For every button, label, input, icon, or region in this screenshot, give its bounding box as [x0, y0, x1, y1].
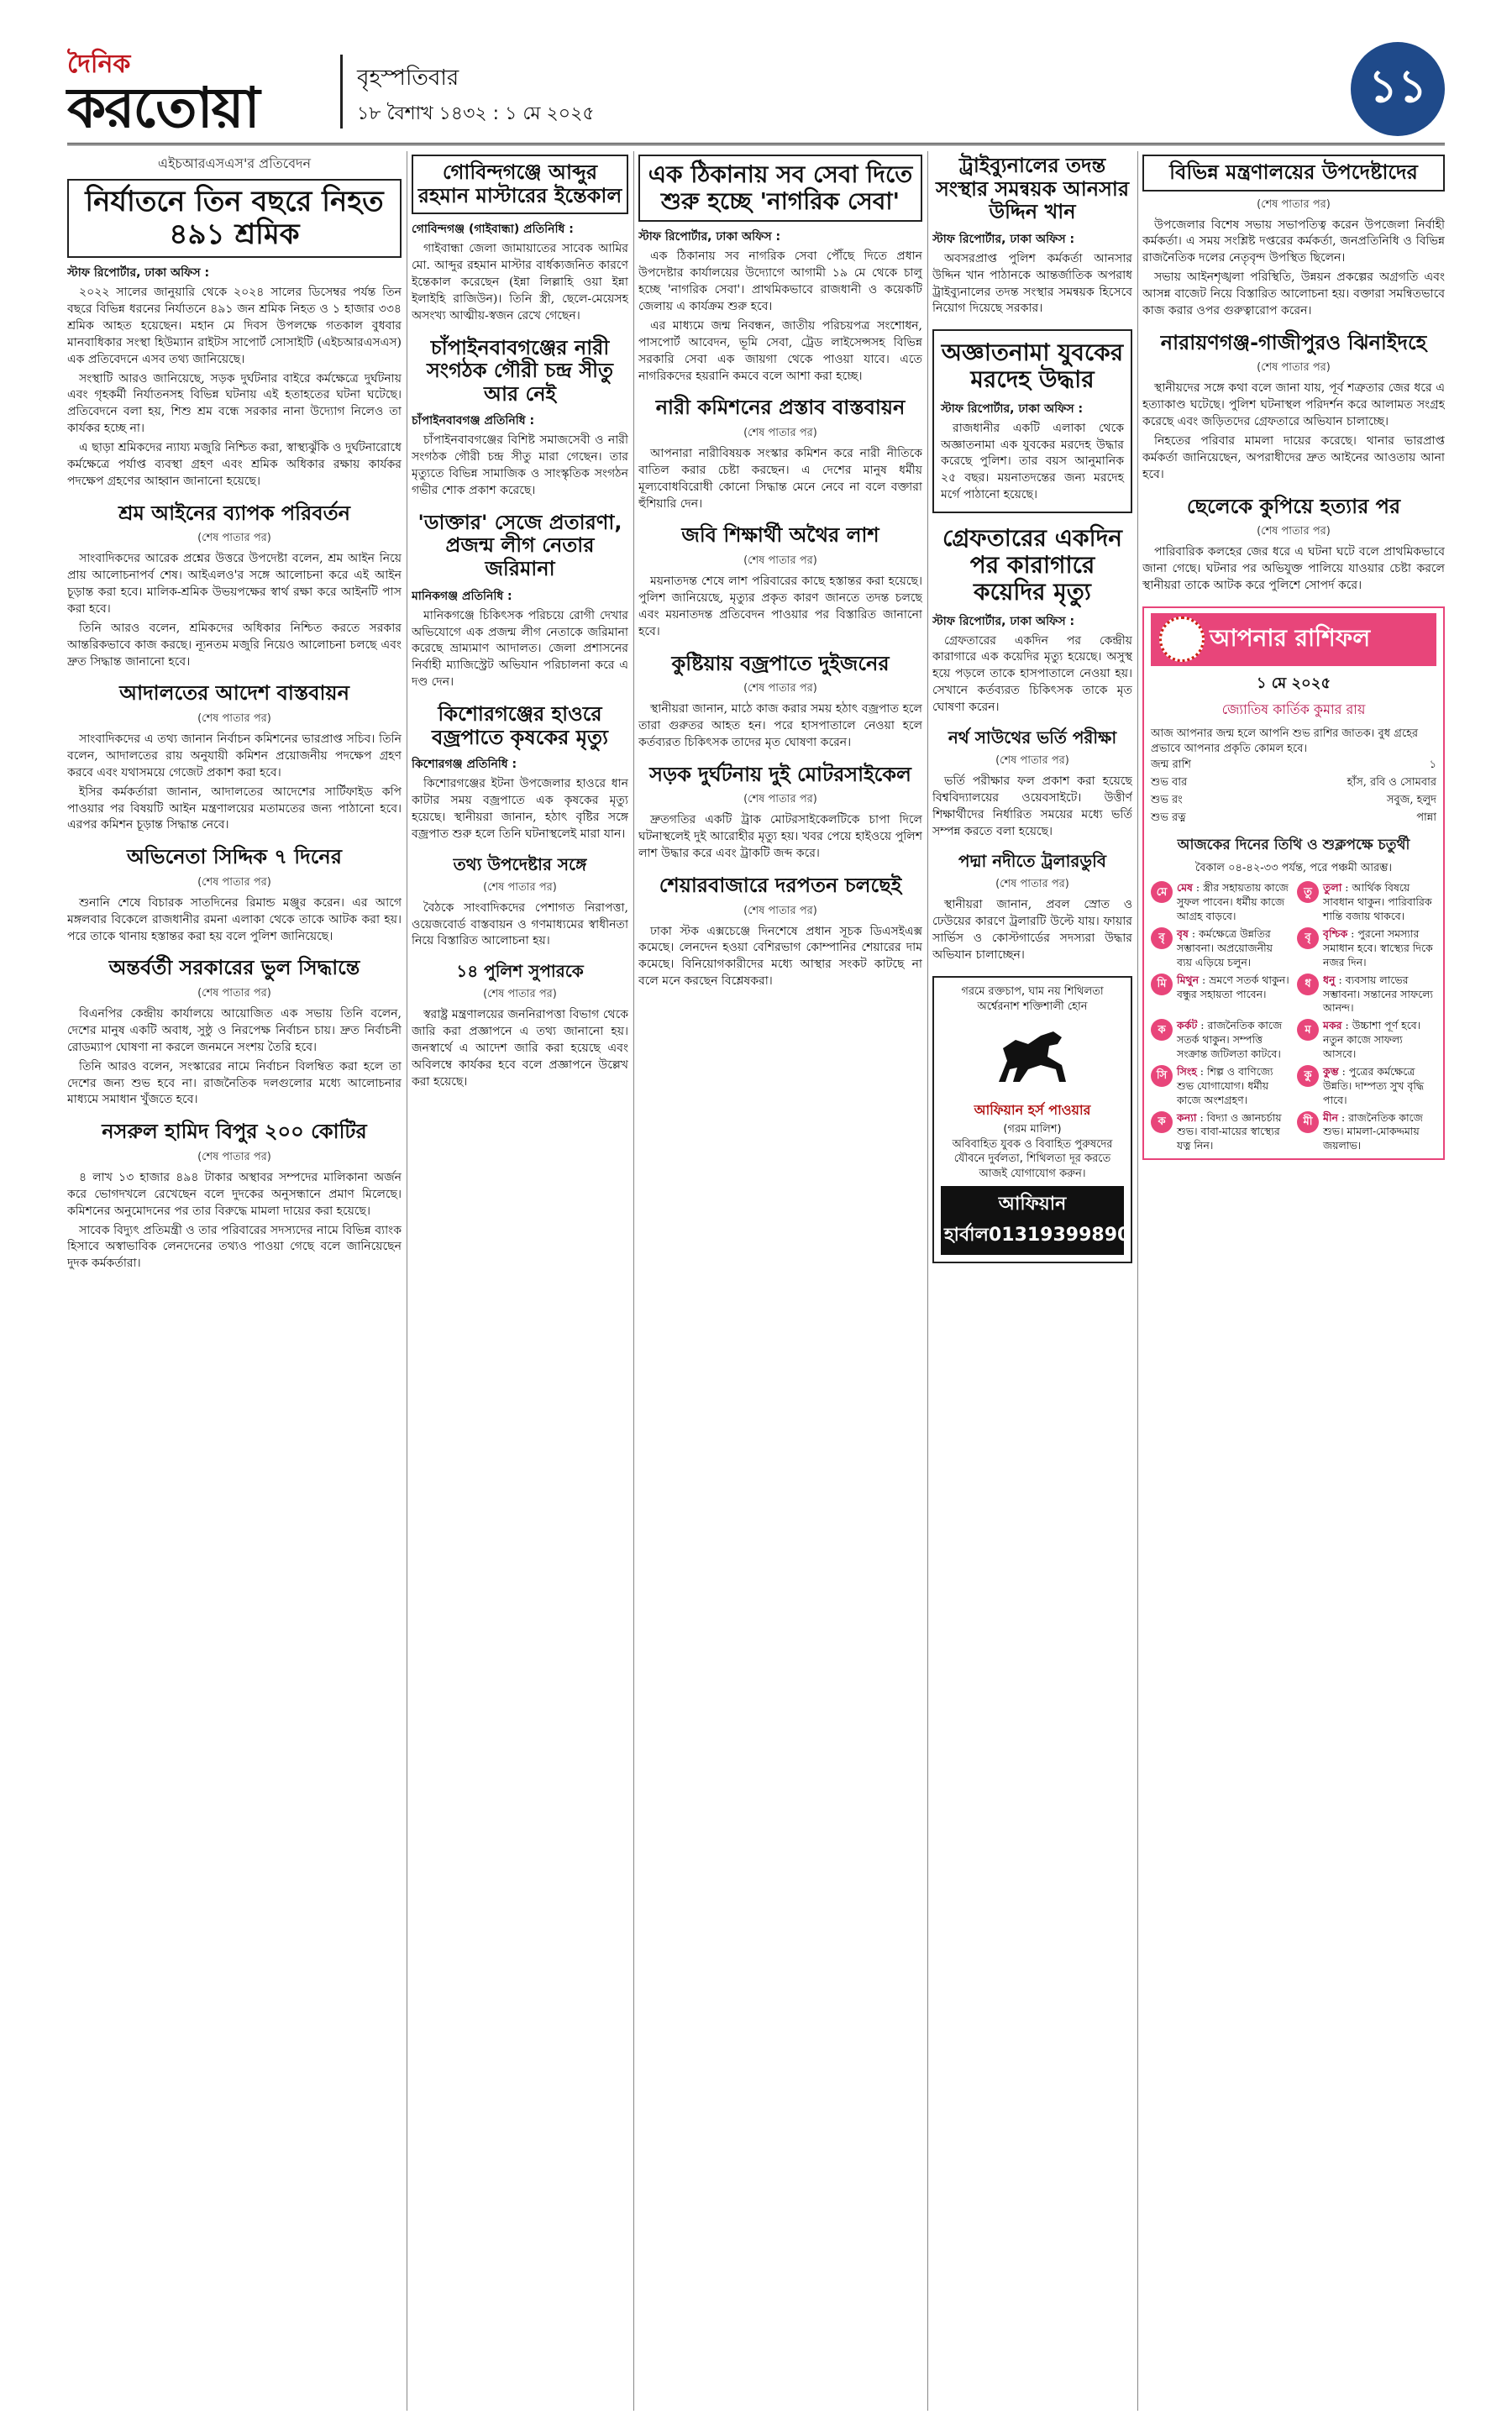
paragraph: স্থানীয়দের সঙ্গে কথা বলে জানা যায়, পূর্ব শত্রুতার জের ধরে এ হত্যাকাণ্ড ঘটেছে। পুলিশ ঘটনাস্থল পরিদর্শন করে আলামত সংগ্রহ করেছে এবং জড়িতদের গ্রেফতারে অভিযান চালাচ্ছে।	[1142, 381, 1445, 429]
tithi-row	[1151, 792, 1436, 810]
article-headline: এক ঠিকানায় সব সেবা দিতে শুরু হচ্ছে 'নাগরিক সেবা'	[638, 155, 922, 222]
paragraph: গাইবান্ধা জেলা জামায়াতের সাবেক আমির মো. আব্দুর রহমান মাস্টার বার্ধক্যজনিত কারণে ইন্তেকাল করেছেন (ইন্না লিল্লাহি ওয়া ইন্না ইলাইহি রাজিউন)। তিনি স্ত্রী, ছেলে-মেয়েসহ অসংখ্য আত্মীয়-স্বজন রেখে গেছেন।	[412, 242, 628, 323]
masthead	[67, 42, 1445, 145]
article-north-south	[932, 728, 1132, 841]
paragraph: সাংবাদিকদের আরেক প্রশ্নের উত্তরে উপদেষ্টা বলেন, শ্রম আইন নিয়ে প্রায় আলোচনাপর্ব শেষ। আইএলও'র সঙ্গে আলোচনা করে এই আইন চূড়ান্ত করা হবে। মালিক-শ্রমিক উভয়পক্ষের স্বার্থ রক্ষা করে আইনটি পাস করা হবে।	[67, 552, 402, 616]
tithi-time: বৈকাল ০৪-৪২-৩৩ পর্যন্ত, পরে পঞ্চমী আরম্ভ।	[1194, 862, 1393, 875]
horse-icon	[982, 1019, 1083, 1094]
paragraph: বিএনপির কেন্দ্রীয় কার্যালয়ে আয়োজিত এক সভায় তিনি বলেন, দেশের মানুষ একটি অবাধ, সুষ্ঠু ও নিরপেক্ষ নির্বাচন চায়। দ্রুত নির্বাচনী রোডম্যাপ ঘোষণা না করলে জনমনে সংশয় তৈরি হবে।	[67, 1007, 402, 1054]
article-body	[1142, 544, 1445, 595]
zodiac-sign-grid	[1151, 881, 1436, 1153]
paragraph: ২০২২ সালের জানুয়ারি থেকে ২০২৪ সালের ডিসেম্বর পর্যন্ত তিন বছরে বিভিন্ন ধরনের নির্যাতনে ৪৯১ জন শ্রমিক নিহত ও ১ হাজার ৩৩৪ শ্রমিক আহত হয়েছেন। মহান মে দিবস উপলক্ষে গতকাল বুধবার মানবাধিকার সংস্থা হিউম্যান রাইটস সাপোর্ট সোসাইটি (এইচআরএসএস) এক প্রতিবেদনে এসব তথ্য জানিয়েছে।	[67, 286, 402, 366]
zodiac-sign-item	[1297, 1019, 1436, 1062]
zodiac-sign-name: মকর	[1323, 1019, 1342, 1032]
column-rule	[1137, 151, 1138, 2411]
paragraph: স্থানীয়রা জানান, প্রবল স্রোত ও ঢেউয়ের কারণে ট্রলারটি উল্টে যায়। ফায়ার সার্ভিস ও কোস্টগার্ডের সদস্যরা উদ্ধার অভিযান চালাচ্ছেন।	[932, 898, 1132, 963]
zodiac-sign-name: কুম্ভ	[1323, 1064, 1339, 1078]
ad-tagline: গরমে রক্তচাপ, ঘাম নয় শিথিলতা	[961, 984, 1104, 998]
tithi-row	[1151, 810, 1436, 827]
article-narayanganj	[1142, 332, 1445, 484]
zodiac-sign-item	[1151, 974, 1290, 1016]
article-headline: ছেলেকে কুপিয়ে হত্যার পর	[1186, 494, 1401, 518]
tithi-value: হাঁস, রবি ও সোমবার	[1347, 776, 1436, 790]
paragraph: নিহতের পরিবার মামলা দায়ের করেছে। থানার ভারপ্রাপ্ত কর্মকর্তা জানিয়েছেন, অপরাধীদের দ্রুত আইনের আওতায় আনা হবে।	[1142, 434, 1445, 481]
zodiac-sign-icon: বৃ	[1297, 927, 1319, 949]
continued-note: (শেষ পাতার পর)	[1257, 361, 1331, 375]
zodiac-sign-forecast: রাজনৈতিক কাজে শুভ। মামলা-মোকদ্দমায় জয়লাভ।	[1323, 1110, 1423, 1152]
continued-note: (শেষ পাতার পর)	[197, 1150, 271, 1163]
article-headline: জবি শিক্ষার্থী অথৈর লাশ	[681, 523, 879, 548]
article-body	[932, 251, 1132, 318]
article-headline: নারী কমিশনের প্রস্তাব বাস্তবায়ন	[655, 396, 906, 420]
continued-note: (শেষ পাতার পর)	[743, 554, 817, 568]
tithi-key: শুভ রত্ন	[1151, 811, 1186, 825]
zodiac-sign-item	[1297, 1065, 1436, 1108]
horoscope-author: জ্যোতিষ কার্তিক কুমার রায়	[1221, 701, 1366, 717]
zodiac-sign-icon: তু	[1297, 881, 1319, 903]
article-body	[412, 776, 628, 843]
page-number-badge: ১১	[1351, 42, 1445, 136]
paragraph: তিনি আরও বলেন, শ্রমিকদের অধিকার নিশ্চিত করতে সরকার আন্তরিকভাবে কাজ করছে। ন্যূনতম মজুরি নিয়েও আলোচনা চলছে এবং দ্রুত সিদ্ধান্ত জানানো হবে।	[67, 621, 402, 669]
article-byline: স্টাফ রিপোর্টার, ঢাকা অফিস :	[67, 266, 210, 281]
paragraph: স্থানীয়রা জানান, মাঠে কাজ করার সময় হঠাৎ বজ্রপাত হলে তারা গুরুতর আহত হন। পরে হাসপাতালে নেওয়া হলে কর্তব্যরত চিকিৎসক তাদের মৃত ঘোষণা করেন।	[638, 702, 922, 749]
zodiac-sign-name: মীন	[1323, 1110, 1338, 1124]
article-kicker: এইচআরএসএস'র প্রতিবেদন	[157, 155, 312, 171]
zodiac-sign-forecast: পুরনো সমস্যার সমাধান হবে। স্বাস্থ্যের দিকে নজর দিন।	[1323, 927, 1433, 968]
zodiac-sign-forecast: পুত্রের কর্মক্ষেত্রে উন্নতি। দাম্পত্য সুখ বৃদ্ধি পাবে।	[1323, 1064, 1425, 1106]
article-headline: নির্যাতনে তিন বছরে নিহত ৪৯১ শ্রমিক	[67, 179, 402, 258]
zodiac-sign-icon: মে	[1151, 881, 1173, 903]
zodiac-sign-text: মীন : রাজনৈতিক কাজে শুভ। মামলা-মোকদ্দমায় জয়লাভ।	[1323, 1110, 1423, 1152]
article-unidentified-body	[932, 329, 1132, 513]
zodiac-sign-name: কর্কট	[1177, 1019, 1198, 1032]
article-byline: চাঁপাইনবাবগঞ্জ প্রতিনিধি :	[412, 414, 535, 428]
article-tribunal	[932, 155, 1132, 318]
article-women-commission	[638, 396, 922, 512]
article-actor-remand	[67, 846, 402, 945]
tithi-table	[1151, 757, 1436, 827]
paragraph: গ্রেফতারের একদিন পর কেন্দ্রীয় কারাগারে এক কয়েদির মৃত্যু হয়েছে। অসুস্থ হয়ে পড়লে তাকে হাসপাতালে নেওয়া হয়। সেখানে কর্তব্যরত চিকিৎসক তাকে মৃত ঘোষণা করেন।	[932, 633, 1132, 715]
article-byline: স্টাফ রিপোর্টার, ঢাকা অফিস :	[932, 232, 1075, 246]
zodiac-sign-icon: কু	[1297, 1065, 1319, 1087]
paragraph: সাবেক বিদ্যুৎ প্রতিমন্ত্রী ও তার পরিবারের সদস্যদের নামে বিভিন্ন ব্যাংক হিসাবে অস্বাভাবিক লেনদেনের তথ্যও পাওয়া গেছে বলে জানিয়েছেন দুদক কর্মকর্তারা।	[67, 1223, 402, 1271]
tithi-value: পান্না	[1416, 811, 1436, 825]
logo-prefix: দৈনিক	[67, 50, 131, 79]
paragraph: পারিবারিক কলহের জের ধরে এ ঘটনা ঘটে বলে প্রাথমিকভাবে জানা গেছে। ঘটনার পর অভিযুক্ত পালিয়ে যাওয়ার চেষ্টা করলে স্থানীয়রা তাকে আটক করে পুলিশে সোপর্দ করে।	[1142, 545, 1445, 593]
zodiac-sign-icon: বৃ	[1151, 927, 1173, 949]
zodiac-sign-text: মিথুন : ভ্রমণে সতর্ক থাকুন। বন্ধুর সহায়তা পাবেন।	[1177, 973, 1289, 1000]
ad-brand: আফিয়ান হর্স পাওয়ার	[974, 1102, 1091, 1119]
zodiac-sign-item	[1151, 1019, 1290, 1062]
article-headline: গ্রেফতারের একদিন পর কারাগারে কয়েদির মৃত্যু	[942, 524, 1123, 606]
article-byline: স্টাফ রিপোর্টার, ঢাকা অফিস :	[932, 614, 1075, 628]
continued-note: (শেষ পাতার পর)	[743, 904, 817, 917]
horoscope-box	[1142, 606, 1445, 1160]
article-body	[67, 551, 402, 670]
article-body	[932, 774, 1132, 841]
paragraph: সাংবাদিকদের এ তথ্য জানান নির্বাচন কমিশনের ভারপ্রাপ্ত সচিব। তিনি বলেন, আদালতের রায় অনুযায়ী কমিশন প্রয়োজনীয় পদক্ষেপ গ্রহণ করবে এবং যথাসময়ে গেজেট প্রকাশ করা হবে।	[67, 732, 402, 779]
article-body	[638, 812, 922, 863]
article-fake-doctor	[412, 512, 628, 691]
paragraph: এর মাধ্যমে জন্ম নিবন্ধন, জাতীয় পরিচয়পত্র সংশোধন, পাসপোর্ট আবেদন, ভূমি সেবা, ট্রেড লাইসেন্সসহ বিভিন্ন সরকারি সেবা এক জায়গা থেকে পাওয়া যাবে। এতে নাগরিকদের হয়রানি কমবে বলে আশা করা হচ্ছে।	[638, 318, 922, 383]
zodiac-sign-text: কর্কট : রাজনৈতিক কাজে সতর্ক থাকুন। সম্পত্তি সংক্রান্ত জটিলতা কাটবে।	[1177, 1019, 1283, 1061]
zodiac-sign-text: কন্যা : বিদ্যা ও জ্ঞানচর্চায় শুভ। বাবা-মায়ের স্বাস্থ্যের যত্ন নিন।	[1177, 1110, 1282, 1152]
article-jnu-student	[638, 524, 922, 640]
column-rule	[927, 151, 928, 2411]
logo-title: করতোয়া	[67, 76, 259, 140]
paragraph: তিনি আরও বলেন, সংস্কারের নামে নির্বাচন বিলম্বিত করা হলে তা দেশের জন্য শুভ হবে না। রাজনৈতিক দলগুলোর মধ্যে আলোচনার মাধ্যমে সমাধান খুঁজতে হবে।	[67, 1059, 402, 1107]
horoscope-header	[1151, 613, 1436, 666]
article-byline: স্টাফ রিপোর্টার, ঢাকা অফিস :	[941, 402, 1084, 416]
continued-note: (শেষ পাতার পর)	[197, 987, 271, 1000]
zodiac-sign-item	[1151, 881, 1290, 924]
continued-note: (শেষ পাতার পর)	[197, 532, 271, 545]
zodiac-sign-icon: ধ	[1297, 974, 1319, 995]
article-lightning-kishoreganj	[412, 703, 628, 843]
article-headline: 'ডাক্তার' সেজে প্রতারণা, প্রজন্ম লীগ নেতার জরিমানা	[417, 510, 622, 581]
zodiac-sign-forecast: ব্যবসায় লাভের সম্ভাবনা। সন্তানের সাফল্যে আনন্দ।	[1323, 973, 1434, 1015]
article-prisoner-death	[932, 525, 1132, 716]
article-body	[638, 446, 922, 513]
article-body	[941, 421, 1124, 504]
ad-phone[interactable]: আফিয়ান হার্বাল01319399890	[941, 1186, 1124, 1255]
paragraph: শুনানি শেষে বিচারক সাতদিনের রিমান্ড মঞ্জুর করেন। এর আগে মঙ্গলবার বিকেলে রাজধানীর রমনা এলাকা থেকে তাকে আটক করা হয়। পরে তাকে থানায় হস্তান্তর করা হয় বলে পুলিশ জানিয়েছে।	[67, 895, 402, 943]
article-police-super	[412, 962, 628, 1090]
paragraph: অবসরপ্রাপ্ত পুলিশ কর্মকর্তা আনসার উদ্দিন খান পাঠানকে আন্তর্জাতিক অপরাধ ট্রাইব্যুনালের তদন্ত সংস্থার সমন্বয়ক হিসেবে নিয়োগ দিয়েছে সরকার।	[932, 251, 1132, 316]
article-headline: গোবিন্দগঞ্জে আব্দুর রহমান মাস্টারের ইন্তেকাল	[412, 155, 628, 214]
article-body	[412, 608, 628, 691]
zodiac-sign-forecast: ভ্রমণে সতর্ক থাকুন। বন্ধুর সহায়তা পাবেন।	[1177, 973, 1289, 1000]
article-headline: অন্তর্বর্তী সরকারের ভুল সিদ্ধান্তে	[108, 956, 360, 980]
tithi-value: ১	[1429, 758, 1436, 772]
article-headline: চাঁপাইনবাবগঞ্জের নারী সংগঠক গৌরী চন্দ্র সীতু আর নেই	[426, 335, 614, 406]
paragraph: ইসির কর্মকর্তারা জানান, আদালতের আদেশের সার্টিফাইড কপি পাওয়ার পর বিষয়টি আইন মন্ত্রণালয়ের মতামতের জন্য পাঠানো হবে। এরপর কমিশন চূড়ান্ত সিদ্ধান্ত নেবে।	[67, 785, 402, 832]
article-headline: আদালতের আদেশ বাস্তবায়ন	[119, 681, 349, 706]
paragraph: এক ঠিকানায় সব নাগরিক সেবা পৌঁছে দিতে প্রধান উপদেষ্টার কার্যালয়ের উদ্যোগে আগামী ১৯ মে থেকে চালু হচ্ছে 'নাগরিক সেবা'। প্রাথমিকভাবে রাজধানী ও কয়েকটি জেলায় এ কার্যক্রম শুরু হবে।	[638, 249, 922, 313]
column-2	[412, 151, 628, 2411]
zodiac-sign-name: বৃষ	[1177, 927, 1189, 941]
zodiac-sign-icon: ক	[1151, 1019, 1173, 1041]
zodiac-sign-icon: মি	[1151, 974, 1173, 995]
article-headline: অজ্ঞাতনামা যুবকের মরদেহ উদ্ধার	[941, 339, 1124, 394]
article-share-market	[638, 874, 922, 990]
paragraph: দ্রুতগতির একটি ট্রাক মোটরসাইকেলটিকে চাপা দিলে ঘটনাস্থলেই দুই আরোহীর মৃত্যু হয়। খবর পেয়ে হাইওয়ে পুলিশ লাশ উদ্ধার করে এবং ট্রাকটি জব্দ করে।	[638, 813, 922, 861]
zodiac-sign-name: সিংহ	[1177, 1064, 1197, 1078]
tithi-key: শুভ রং	[1151, 794, 1183, 807]
article-nasrul-hamid	[67, 1121, 402, 1273]
article-obituary-rahman	[412, 155, 628, 325]
article-headline: পদ্মা নদীতে ট্রলারডুবি	[958, 851, 1106, 872]
tithi-row	[1151, 774, 1436, 792]
zodiac-sign-forecast: রাজনৈতিক কাজে সতর্ক থাকুন। সম্পত্তি সংক্রান্ত জটিলতা কাটবে।	[1177, 1019, 1283, 1061]
zodiac-sign-text: মকর : উচ্চাশা পূর্ণ হবে। নতুন কাজে সাফল্য আসবে।	[1323, 1019, 1421, 1061]
column-3	[638, 151, 922, 2411]
article-interim-govt	[67, 957, 402, 1109]
column-5	[1142, 151, 1445, 2411]
article-road-accident	[638, 764, 922, 863]
article-info-adviser	[412, 855, 628, 951]
paragraph: স্বরাষ্ট্র মন্ত্রণালয়ের জননিরাপত্তা বিভাগ থেকে জারি করা প্রজ্ঞাপনে এ তথ্য জানানো হয়। জনস্বার্থে এ আদেশ জারি করা হয়েছে এবং অবিলম্বে কার্যকর হবে বলে প্রজ্ঞাপনে উল্লেখ করা হয়েছে।	[412, 1008, 628, 1089]
article-headline: শেয়ারবাজারে দরপতন চলছেই	[659, 874, 902, 897]
article-headline: ১৪ পুলিশ সুপারকে	[456, 961, 584, 982]
article-body	[67, 285, 402, 491]
article-kushtia-lightning	[638, 653, 922, 752]
ad-body: অবিবাহিত যুবক ও বিবাহিত পুরুষদের যৌবনে দুর্বলতা, শিথিলতা দূর করতে আজই যোগাযোগ করুন।	[952, 1137, 1113, 1180]
article-court-order	[67, 682, 402, 834]
zodiac-sign-forecast: বিদ্যা ও জ্ঞানচর্চায় শুভ। বাবা-মায়ের স্বাস্থ্যের যত্ন নিন।	[1177, 1110, 1282, 1152]
zodiac-sign-name: বৃশ্চিক	[1323, 927, 1348, 941]
article-body	[412, 241, 628, 324]
article-body	[1142, 218, 1445, 320]
ad-brand-sub: (গরম মালিশ)	[1003, 1123, 1062, 1136]
article-headline: ট্রাইব্যুনালের তদন্ত সংস্থার সমন্বয়ক আনসার উদ্দিন খান	[935, 154, 1130, 224]
article-body	[412, 900, 628, 951]
article-padma-trawler	[932, 852, 1132, 964]
paragraph: মানিকগঞ্জে চিকিৎসক পরিচয়ে রোগী দেখার অভিযোগে এক প্রজন্ম লীগ নেতাকে জরিমানা করেছে ভ্রাম্যমাণ আদালত। জেলা প্রশাসনের নির্বাহী ম্যাজিস্ট্রেট অভিযান পরিচালনা করে এ দণ্ড দেন।	[412, 608, 628, 690]
zodiac-sign-item	[1297, 927, 1436, 970]
tithi-key: শুভ বার	[1151, 776, 1188, 790]
continued-note: (শেষ পাতার পর)	[197, 712, 271, 725]
article-body	[67, 895, 402, 946]
tithi-row	[1151, 757, 1436, 774]
paragraph: ময়নাতদন্ত শেষে লাশ পরিবারের কাছে হস্তান্তর করা হয়েছে। পুলিশ জানিয়েছে, মৃত্যুর প্রকৃত কারণ জানতে তদন্ত চলছে এবং ময়নাতদন্ত প্রতিবেদন পাওয়ার পর বিস্তারিত জানানো হবে।	[638, 575, 922, 638]
zodiac-sign-icon: ম	[1297, 1019, 1319, 1041]
article-body	[932, 633, 1132, 716]
zodiac-sign-icon: ক	[1151, 1111, 1173, 1133]
article-body	[638, 701, 922, 752]
article-body	[1142, 381, 1445, 483]
issue-weekday: বৃহস্পতিবার	[357, 66, 459, 91]
zodiac-sign-forecast: উচ্চাশা পূর্ণ হবে। নতুন কাজে সাফল্য আসবে।	[1323, 1019, 1421, 1061]
continued-note: (শেষ পাতার পর)	[483, 880, 557, 894]
continued-note: (শেষ পাতার পর)	[995, 878, 1069, 891]
article-byline: স্টাফ রিপোর্টার, ঢাকা অফিস :	[638, 230, 781, 244]
paragraph: রাজধানীর একটি এলাকা থেকে অজ্ঞাতনামা এক যুবকের মরদেহ উদ্ধার করেছে পুলিশ। তার বয়স আনুমানিক ২৫ বছর। ময়নাতদন্তের জন্য মরদেহ মর্গে পাঠানো হয়েছে।	[941, 421, 1124, 502]
zodiac-sign-text: মেষ : স্ত্রীর সহায়তায় কাজে সুফল পাবেন। ধর্মীয় কাজে আগ্রহ বাড়বে।	[1177, 881, 1289, 923]
tithi-heading: আজকের দিনের তিথি ও শুক্লপক্ষে চতুর্থী	[1177, 837, 1410, 854]
article-obituary-gouri	[412, 337, 628, 500]
article-headline: নারায়ণগঞ্জ-গাজীপুরও ঝিনাইদহে	[1160, 330, 1427, 354]
paragraph: উপজেলার বিশেষ সভায় সভাপতিত্ব করেন উপজেলা নির্বাহী কর্মকর্তা। এ সময় সংশ্লিষ্ট দপ্তরের কর্মকর্তা, জনপ্রতিনিধি ও বিভিন্ন রাজনৈতিক দলের নেতৃবৃন্দ উপস্থিত ছিলেন।	[1142, 218, 1445, 265]
zodiac-sign-forecast: কর্মক্ষেত্রে উন্নতির সম্ভাবনা। অপ্রয়োজনীয় ব্যয় এড়িয়ে চলুন।	[1177, 927, 1273, 968]
paragraph: এ ছাড়া শ্রমিকদের ন্যায্য মজুরি নিশ্চিত করা, স্বাস্থ্যঝুঁকি ও দুর্ঘটনারোধে কর্মক্ষেত্রে পর্যাপ্ত ব্যবস্থা গ্রহণ এবং শ্রমিক অধিকার রক্ষায় কার্যকর পদক্ষেপ গ্রহণের আহ্বান জানানো হয়েছে।	[67, 441, 402, 488]
zodiac-sign-item	[1297, 881, 1436, 924]
article-byline: মানিকগঞ্জ প্রতিনিধি :	[412, 589, 512, 603]
article-body	[67, 1170, 402, 1273]
article-headline: কুষ্টিয়ায় বজ্রপাতে দুইজনের	[671, 651, 890, 675]
paragraph: বৈঠকে সাংবাদিকদের পেশাগত নিরাপত্তা, ওয়েজবোর্ড বাস্তবায়ন ও গণমাধ্যমের স্বাধীনতা নিয়ে বিস্তারিত আলোচনা হয়।	[412, 900, 628, 948]
paragraph: সভায় আইনশৃঙ্খলা পরিস্থিতি, উন্নয়ন প্রকল্পের অগ্রগতি এবং আসন্ন বাজেট নিয়ে বিস্তারিত আলোচনা হয়। বক্তারা সমন্বিতভাবে কাজ করার ওপর গুরুত্বারোপ করেন।	[1142, 270, 1445, 318]
tithi-key: জন্ম রাশি	[1151, 758, 1191, 772]
zodiac-sign-name: তুলা	[1323, 881, 1342, 895]
article-advisers	[1142, 155, 1445, 320]
article-body	[67, 732, 402, 834]
continued-note: (শেষ পাতার পর)	[743, 682, 817, 695]
horoscope-intro: আজ আপনার জন্ম হলে আপনি শুভ রাশির জাতক। বুধ গ্রহের প্রভাবে আপনার প্রকৃতি কোমল হবে।	[1151, 727, 1419, 756]
article-headline: তথ্য উপদেষ্টার সঙ্গে	[453, 853, 587, 874]
article-body	[638, 574, 922, 641]
newspaper-logo	[67, 42, 319, 140]
continued-note: (শেষ পাতার পর)	[1257, 197, 1331, 211]
paragraph: চাঁপাইনবাবগঞ্জের বিশিষ্ট সমাজসেবী ও নারী সংগঠক গৌরী চন্দ্র সীতু মারা গেছেন। তার মৃত্যুতে বিভিন্ন সামাজিক ও সাংস্কৃতিক সংগঠন গভীর শোক প্রকাশ করেছে।	[412, 433, 628, 497]
column-rule	[633, 151, 634, 2411]
zodiac-sign-name: কন্যা	[1177, 1110, 1197, 1124]
zodiac-sign-text: তুলা : আর্থিক বিষয়ে সাবধান থাকুন। পারিবারিক শান্তি বজায় থাকবে।	[1323, 881, 1432, 923]
tithi-value: সবুজ, হলুদ	[1386, 794, 1436, 807]
article-headline: নসরুল হামিদ বিপুর ২০০ কোটির	[102, 1120, 367, 1144]
zodiac-sign-name: মিথুন	[1177, 973, 1200, 986]
article-headline: শ্রম আইনের ব্যাপক পরিবর্তন	[118, 501, 350, 525]
continued-note: (শেষ পাতার পর)	[743, 793, 817, 806]
article-headline: নর্থ সাউথের ভর্তি পরীক্ষা	[948, 727, 1117, 748]
article-body	[932, 897, 1132, 964]
article-body	[638, 249, 922, 385]
continued-note: (শেষ পাতার পর)	[995, 753, 1069, 767]
horoscope-title: আপনার রাশিফল	[1210, 623, 1371, 652]
zodiac-sign-text: কুম্ভ : পুত্রের কর্মক্ষেত্রে উন্নতি। দাম্পত্য সুখ বৃদ্ধি পাবে।	[1323, 1064, 1425, 1106]
continued-note: (শেষ পাতার পর)	[483, 988, 557, 1001]
paragraph: ঢাকা স্টক এক্সচেঞ্জে দিনশেষে প্রধান সূচক ডিএসইএক্স কমেছে। লেনদেন হওয়া বেশিরভাগ কোম্পানির শেয়ারের দাম কমেছে। বিনিয়োগকারীদের মধ্যে আস্থার সংকট কাটছে না বলে মনে করছেন বিশ্লেষকরা।	[638, 924, 922, 989]
paragraph: ৪ লাখ ১৩ হাজার ৪৯৪ টাকার অস্থাবর সম্পদের মালিকানা অর্জন করে ভোগদখলে রেখেছেন বলে দুদকের অনুসন্ধানে প্রমাণ মিলেছে। কমিশনের অনুমোদনের পর তার বিরুদ্ধে মামলা দায়ের করা হয়েছে।	[67, 1170, 402, 1218]
masthead-divider	[340, 55, 343, 129]
zodiac-sign-forecast: স্ত্রীর সহায়তায় কাজে সুফল পাবেন। ধর্মীয় কাজে আগ্রহ বাড়বে।	[1177, 881, 1289, 923]
zodiac-sign-item	[1151, 1065, 1290, 1108]
continued-note: (শেষ পাতার পর)	[743, 426, 817, 439]
article-worker-deaths	[67, 153, 402, 491]
zodiac-sign-text: বৃশ্চিক : পুরনো সমস্যার সমাধান হবে। স্বাস্থ্যের দিকে নজর দিন।	[1323, 927, 1433, 968]
article-headline: কিশোরগঞ্জের হাওরে বজ্রপাতে কৃষকের মৃত্যু	[432, 702, 608, 749]
article-headline: অভিনেতা সিদ্দিক ৭ দিনের	[127, 845, 342, 869]
zodiac-sign-text: ধনু : ব্যবসায় লাভের সম্ভাবনা। সন্তানের সাফল্যে আনন্দ।	[1323, 973, 1434, 1015]
column-4	[932, 151, 1132, 2411]
zodiac-sign-item	[1297, 974, 1436, 1016]
article-headline: সড়ক দুর্ঘটনায় দুই মোটরসাইকেল	[649, 762, 911, 786]
article-body	[412, 433, 628, 500]
zodiac-sign-name: ধনু	[1323, 973, 1336, 986]
zodiac-sign-text: বৃষ : কর্মক্ষেত্রে উন্নতির সম্ভাবনা। অপ্রয়োজনীয় ব্যয় এড়িয়ে চলুন।	[1177, 927, 1273, 968]
paragraph: কিশোরগঞ্জের ইটনা উপজেলার হাওরে ধান কাটার সময় বজ্রপাতে এক কৃষকের মৃত্যু হয়েছে। স্থানীয়রা জানান, হঠাৎ বৃষ্টির সঙ্গে বজ্রপাত শুরু হলে তিনি ঘটনাস্থলেই মারা যান।	[412, 777, 628, 841]
article-son-killed	[1142, 496, 1445, 595]
article-labour-law	[67, 502, 402, 671]
article-body	[67, 1006, 402, 1109]
ad-tagline: অর্শ্বেরনাশ শক্তিশালী হোন	[977, 1000, 1088, 1013]
column-1	[67, 151, 402, 2411]
horoscope-date: ১ মে ২০২৫	[1256, 674, 1331, 692]
paragraph: সংস্থাটি আরও জানিয়েছে, সড়ক দুর্ঘটনার বাইরে কর্মক্ষেত্রে দুর্ঘটনায় এবং গৃহকর্মী নির্যাতনসহ বিভিন্ন ঘটনায় এই হতাহতের ঘটনা ঘটেছে। প্রতিবেদনে বলা হয়, শিশু শ্রম বন্ধে সরকার নানা উদ্যোগ নিলেও তা কার্যকর হচ্ছে না।	[67, 371, 402, 436]
article-body	[412, 1007, 628, 1090]
zodiac-wheel-icon	[1159, 617, 1205, 662]
article-byline: গোবিন্দগঞ্জ (গাইবান্ধা) প্রতিনিধি :	[412, 223, 574, 237]
article-citizen-service	[638, 155, 922, 385]
issue-date: ১৮ বৈশাখ ১৪৩২ : ১ মে ২০২৫	[357, 103, 595, 124]
zodiac-sign-item	[1151, 1111, 1290, 1154]
continued-note: (শেষ পাতার পর)	[1257, 525, 1331, 538]
continued-note: (শেষ পাতার পর)	[197, 875, 271, 889]
article-headline: বিভিন্ন মন্ত্রণালয়ের উপদেষ্টাদের	[1142, 155, 1445, 192]
zodiac-sign-icon: মী	[1297, 1111, 1319, 1133]
zodiac-sign-icon: সি	[1151, 1065, 1173, 1087]
zodiac-sign-item	[1151, 927, 1290, 970]
article-byline: কিশোরগঞ্জ প্রতিনিধি :	[412, 758, 517, 772]
zodiac-sign-forecast: আর্থিক বিষয়ে সাবধান থাকুন। পারিবারিক শান্তি বজায় থাকবে।	[1323, 881, 1432, 923]
paragraph: আপনারা নারীবিষয়ক সংস্কার কমিশন করে নারী নীতিকে বাতিল করার চেষ্টা করছেন। এ দেশের মানুষ ধর্মীয় মূল্যবোধবিরোধী কোনো সিদ্ধান্ত মেনে নেবে না বলে বক্তারা হুঁশিয়ারি দেন।	[638, 446, 922, 511]
article-body	[638, 924, 922, 991]
zodiac-sign-text: সিংহ : শিল্প ও বাণিজ্যে শুভ যোগাযোগ। ধর্মীয় কাজে অংশগ্রহণ।	[1177, 1064, 1273, 1106]
zodiac-sign-name: মেষ	[1177, 881, 1193, 895]
zodiac-sign-item	[1297, 1111, 1436, 1154]
paragraph: ভর্তি পরীক্ষার ফল প্রকাশ করা হয়েছে বিশ্ববিদ্যালয়ের ওয়েবসাইটে। উত্তীর্ণ শিক্ষার্থীদের নির্ধারিত সময়ের মধ্যে ভর্তি সম্পন্ন করতে বলা হয়েছে।	[932, 774, 1132, 838]
advertisement-horse-power[interactable]	[932, 976, 1132, 1263]
zodiac-sign-forecast: শিল্প ও বাণিজ্যে শুভ যোগাযোগ। ধর্মীয় কাজে অংশগ্রহণ।	[1177, 1064, 1273, 1106]
